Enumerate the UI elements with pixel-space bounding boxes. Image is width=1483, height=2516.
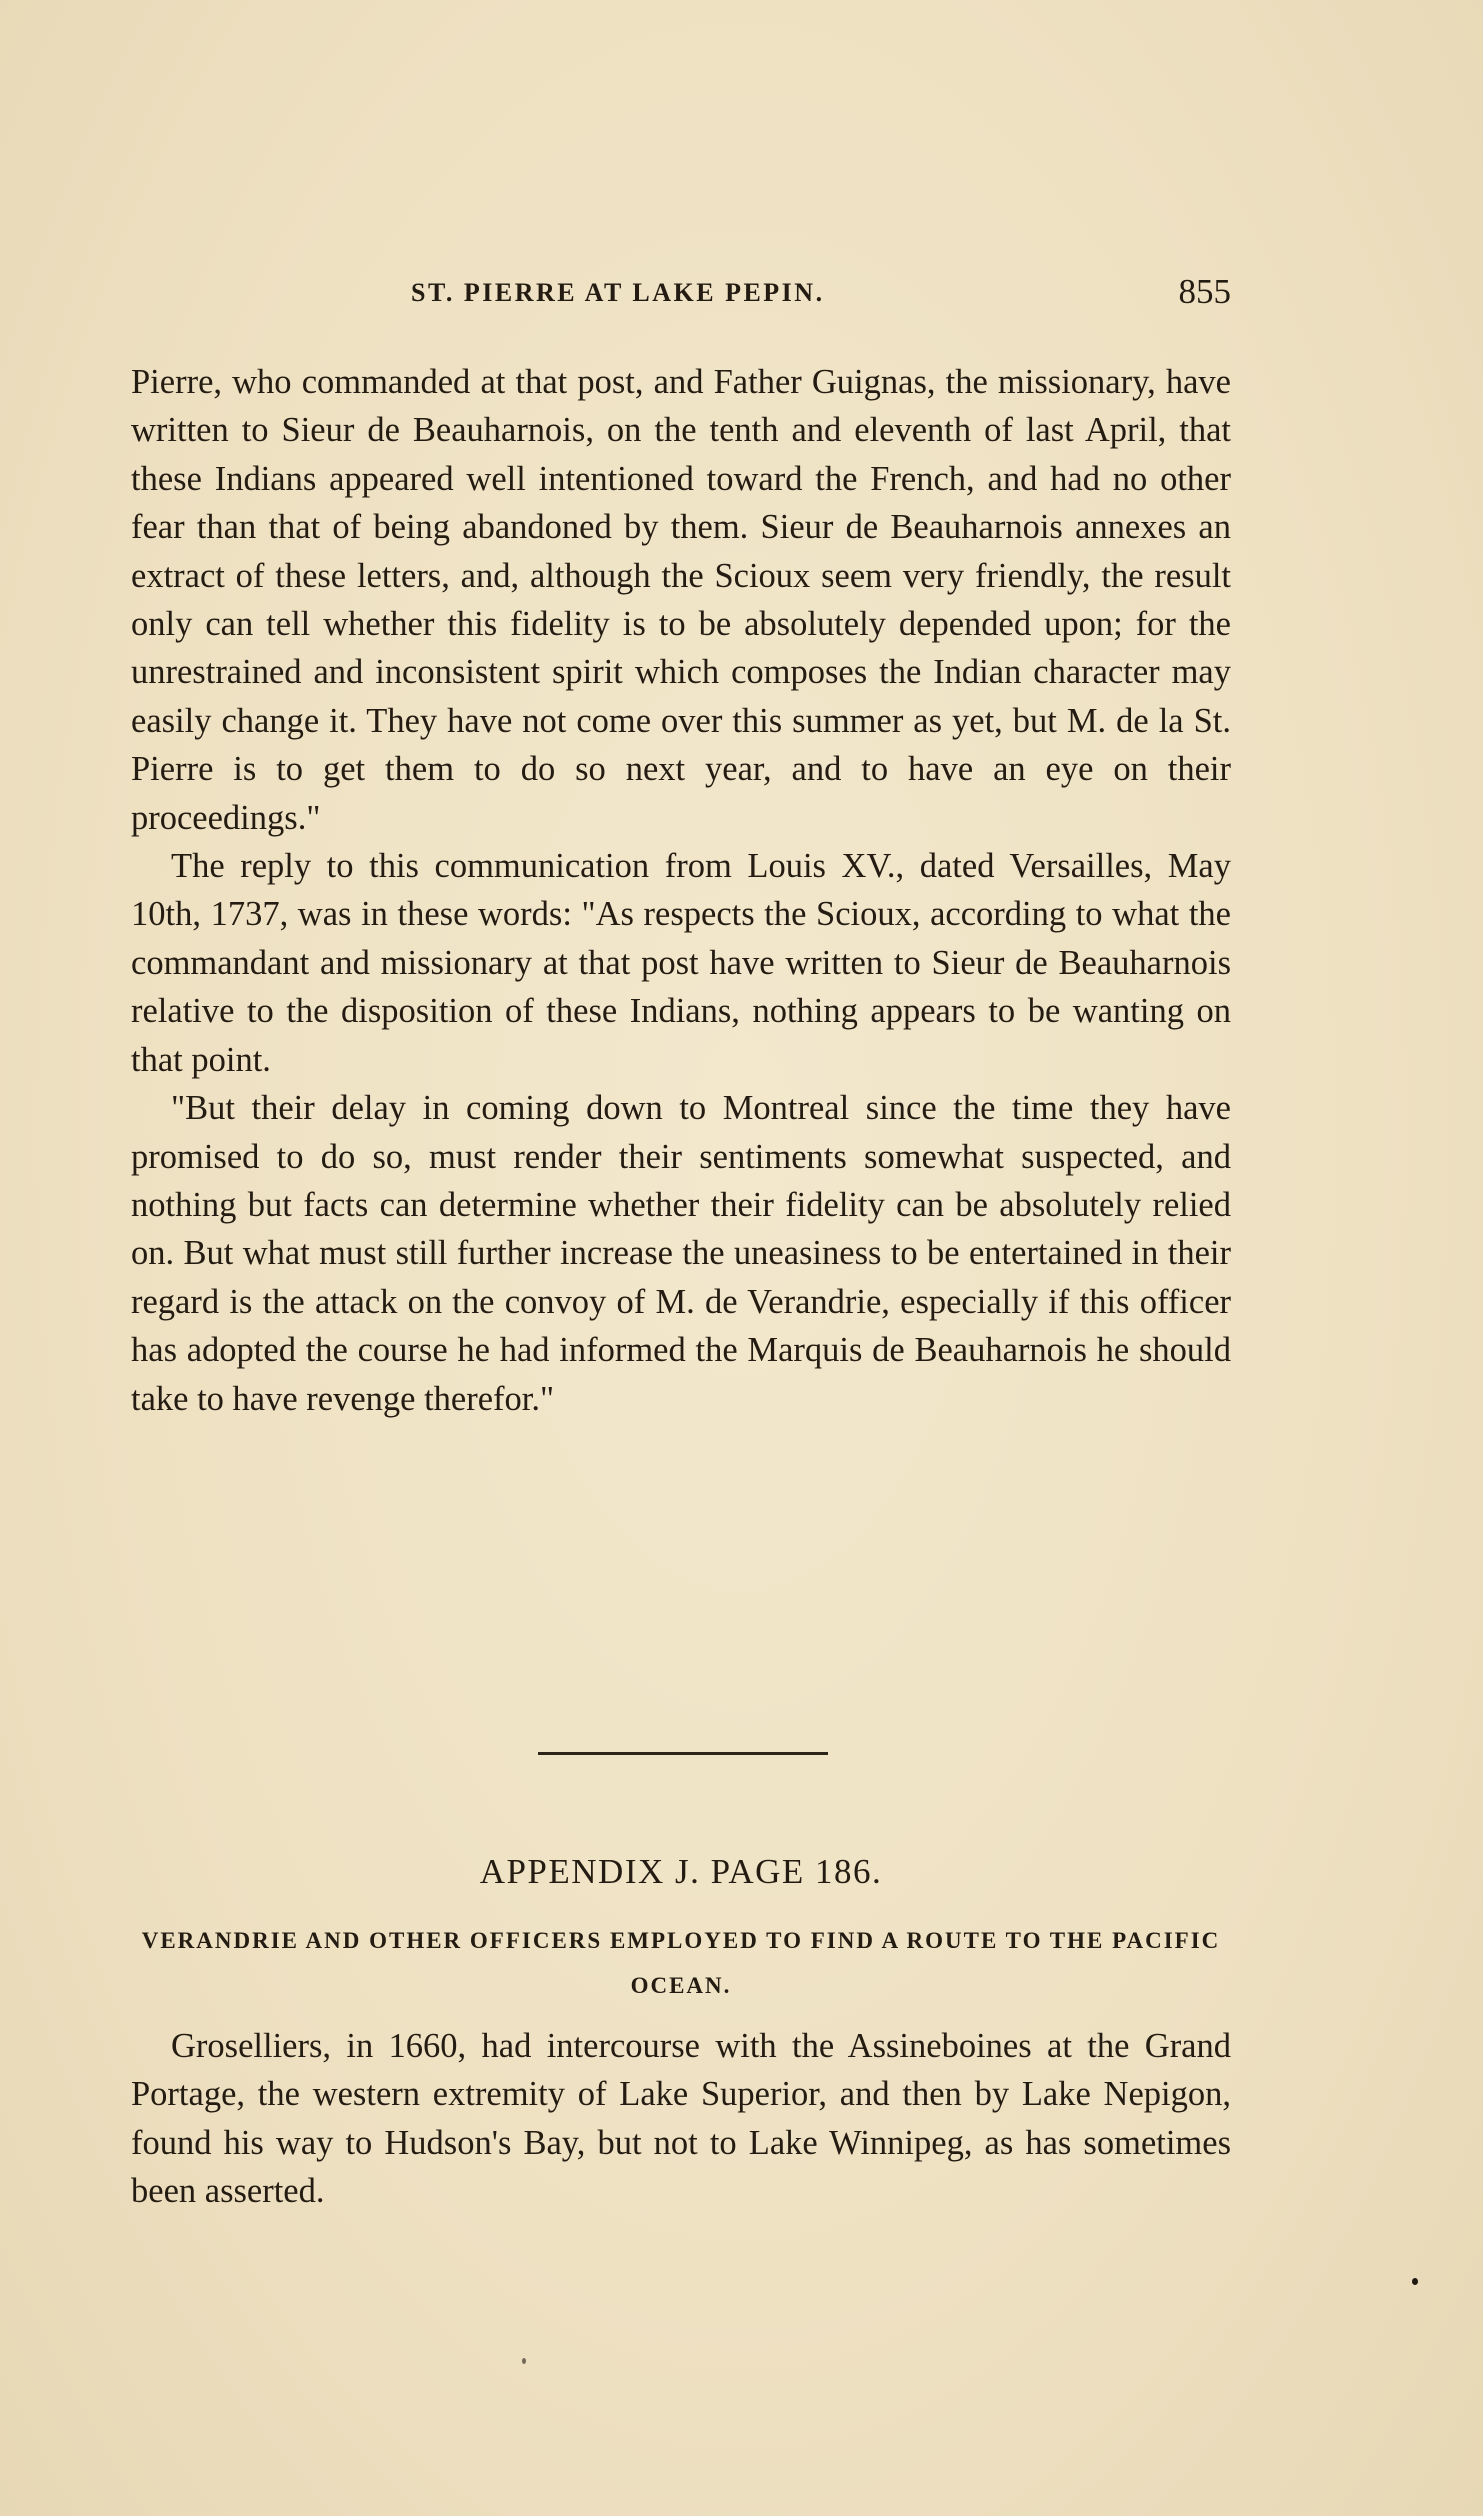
paragraph-3: "But their delay in coming down to Montreal since the time they have promised to do so, must render their sentiments somewhat suspected, and nothing but facts can determine whether their fidelity can be absolutely relied on. But what must still further increase the uneasiness to be entertained in their regard is the attack on the convoy of M. de Verandrie, especially if this officer has adopted the course he had informed the Marquis de Beauharnois he should take to have revenge therefor."	[131, 1089, 1231, 1418]
paragraph-1: Pierre, who commanded at that post, and Father Guignas, the missionary, have written to Sieur de Beauharnois, on the tenth and eleventh of last April, that these Indians appeared well intentioned toward the French, and had no other fear than that of being abandoned by them. Sieur de Beauharnois annexes an extract of these letters, and, although the Scioux seem very friendly, the result only can tell whether this fidelity is to be absolutely depended upon; for the unrestrained and inconsistent spirit which composes the Indian character may easily change it. They have not come over this summer as yet, but M. de la St. Pierre is to get them to do so next year, and to have an eye on their proceedings."	[131, 363, 1231, 837]
page-number: 855	[1178, 272, 1231, 311]
appendix-paragraph: Groselliers, in 1660, had intercourse with the Assineboines at the Grand Portage, the western extremity of Lake Superior, and then by Lake Nepigon, found his way to Hudson's Bay, but not to Lake Winnipeg, as has sometimes been asserted.	[131, 2027, 1231, 2211]
section-divider	[538, 1752, 828, 1755]
body-text	[131, 358, 1231, 1423]
running-title: ST. PIERRE AT LAKE PEPIN.	[411, 278, 825, 307]
appendix-subtitle: VERANDRIE AND OTHER OFFICERS EMPLOYED TO FIND A ROUTE TO THE PACIFIC OCEAN.	[141, 1928, 1221, 1998]
ink-speck	[1412, 2278, 1418, 2285]
appendix-title: APPENDIX J. PAGE 186.	[479, 1852, 883, 1891]
running-head	[131, 272, 1231, 318]
paragraph-2: The reply to this communication from Louis XV., dated Versailles, May 10th, 1737, was in these words: "As respects the Scioux, according to what the commandant and missionary at that post have written to Sieur de Beauharnois relative to the disposition of these Indians, nothing appears to be wanting on that point.	[131, 847, 1231, 1079]
ink-speck	[522, 2358, 526, 2364]
appendix-section	[131, 1852, 1231, 2216]
